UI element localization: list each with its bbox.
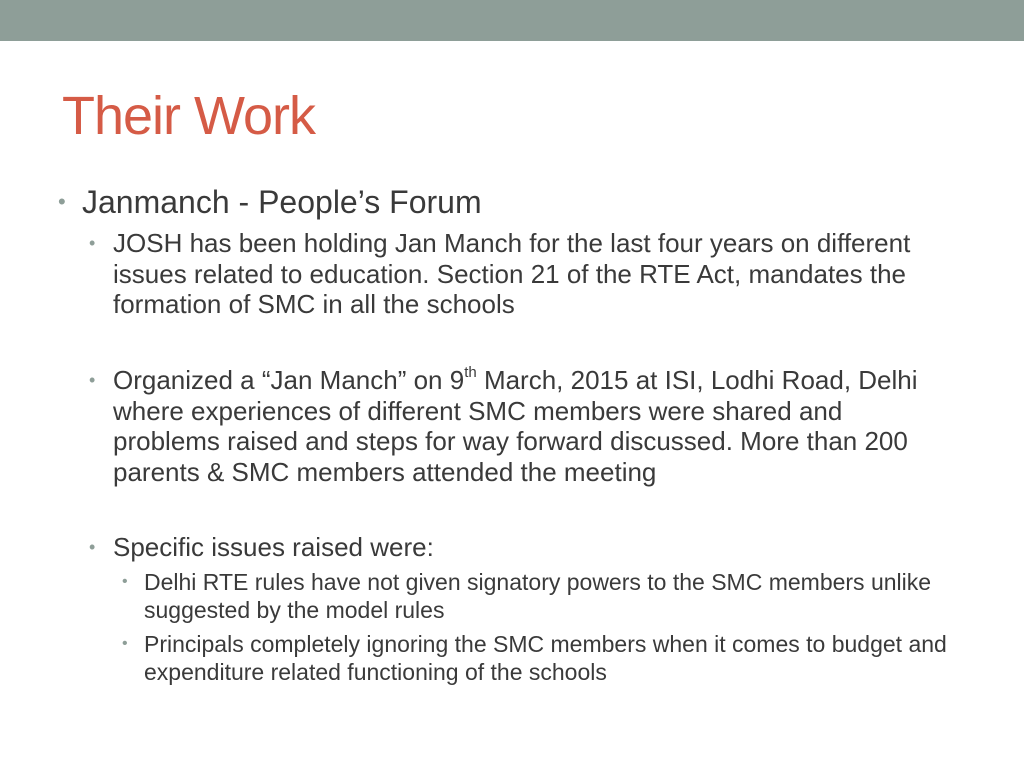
bullet-dot-icon: • [89, 537, 96, 557]
superscript-th: th [464, 364, 477, 381]
bullet-text: Janmanch - People’s Forum [82, 184, 482, 220]
bullet-specific-issues [89, 532, 933, 563]
bullet-text: Principals completely ignoring the SMC members when it comes to budget and expenditure related functioning of the schools [144, 631, 947, 685]
slide-title: Their Work [62, 86, 316, 146]
bullet-organized-jan-manch [89, 364, 948, 487]
bullet-text: JOSH has been holding Jan Manch for the last four years on different issues related to education. Section 21 of the RTE Act, mandates the formation of SMC in all the schools [113, 228, 911, 319]
bullet-text [113, 365, 948, 487]
bullet-delhi-rte-rules [122, 568, 964, 624]
bullet-text: Delhi RTE rules have not given signatory powers to the SMC members unlike suggested by the model rules [144, 569, 932, 623]
bullet-text: Specific issues raised were: [113, 532, 434, 562]
bullet-janmanch [58, 184, 962, 220]
bullet-dot-icon: • [122, 635, 128, 652]
bullet-dot-icon: • [122, 573, 128, 590]
bullet-text-part: Organized a “Jan Manch” on 9 [113, 365, 465, 395]
bullet-text-part: March, 2015 at ISI, Lodhi Road, Delhi where experiences of different SMC members were shared and problems raised and steps for way forward discussed. More than 200 parents & SMC members attended the meeting [113, 365, 918, 487]
bullet-dot-icon: • [58, 189, 66, 214]
bullet-principals-ignoring [122, 630, 964, 686]
bullet-dot-icon: • [89, 233, 96, 253]
bullet-dot-icon: • [89, 370, 96, 390]
top-accent-bar [0, 0, 1024, 41]
bullet-josh-jan-manch [89, 228, 933, 320]
